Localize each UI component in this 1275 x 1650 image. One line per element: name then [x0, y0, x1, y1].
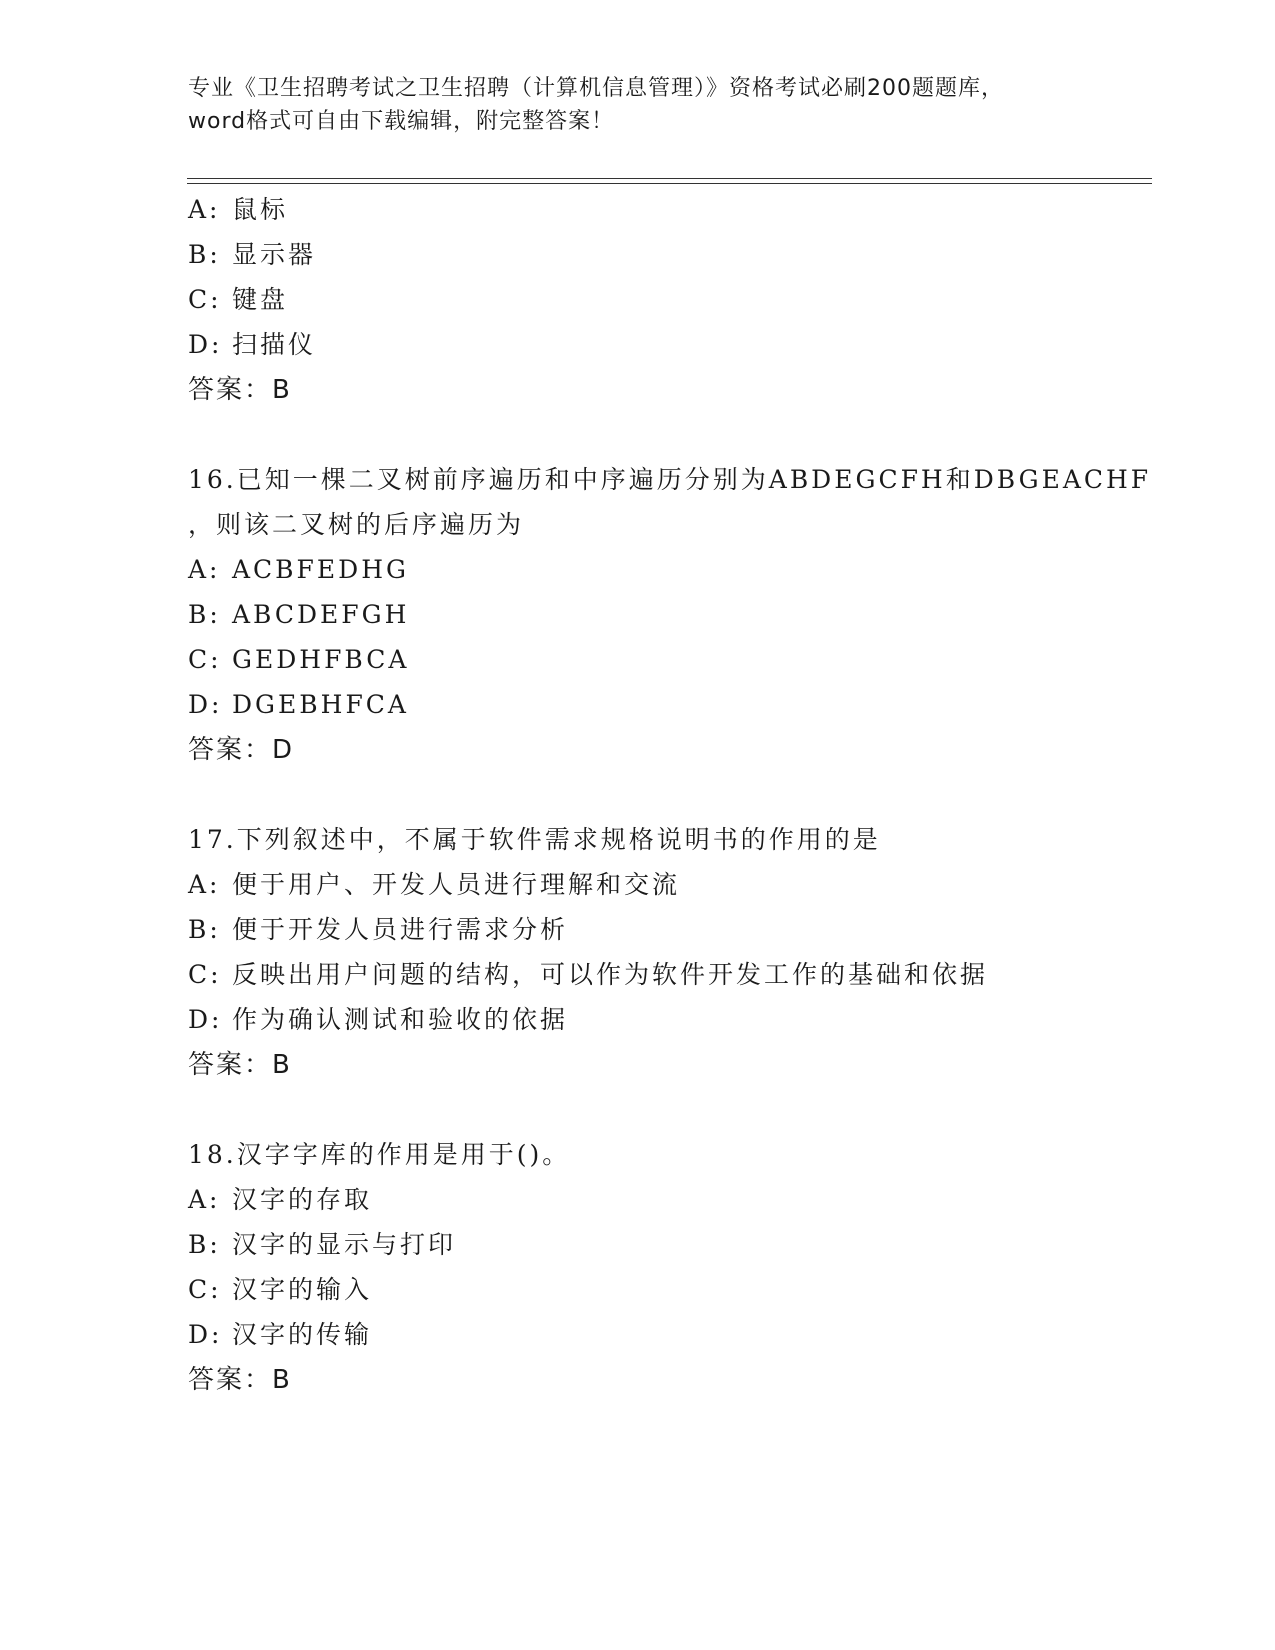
q18-option-d-letter: D:: [188, 1320, 223, 1349]
q16-stem-line-1: 16.已知一棵二叉树前序遍历和中序遍历分别为ABDEGCFH和DBGEACHF: [188, 465, 1152, 494]
q18-option-d: [188, 1320, 372, 1350]
q17-option-a: [188, 870, 680, 900]
q17-option-c: [188, 960, 988, 990]
q18-answer: 答案：B: [188, 1365, 292, 1395]
q15-option-c: [188, 285, 288, 315]
q15-option-d-text: 扫描仪: [232, 330, 317, 359]
q17-option-d-letter: D:: [188, 1005, 223, 1034]
q15-option-b-text: 显示器: [232, 240, 317, 269]
q17-option-a-letter: A:: [188, 870, 221, 899]
q17-option-b-letter: B:: [188, 915, 221, 944]
q16-answer: 答案：D: [188, 735, 295, 765]
q16-option-c-letter: C:: [188, 645, 222, 674]
q17-option-b: [188, 915, 568, 945]
header-line-1: 专业《卫生招聘考试之卫生招聘（计算机信息管理）》资格考试必刷200题题库，: [188, 76, 1004, 101]
q17-option-b-text: 便于开发人员进行需求分析: [232, 915, 569, 944]
q18-option-b-text: 汉字的显示与打印: [232, 1230, 457, 1259]
q15-option-d: [188, 330, 316, 360]
q15-option-a-text: 鼠标: [232, 195, 289, 224]
q18-option-b-letter: B:: [188, 1230, 221, 1259]
q16-option-a: [188, 555, 409, 585]
q16-option-b: [188, 600, 409, 630]
q18-option-a-letter: A:: [188, 1185, 221, 1214]
q15-option-b: [188, 240, 316, 270]
q16-option-a-text: ACBFEDHG: [232, 555, 409, 584]
q17-option-d: [188, 1005, 568, 1035]
q16-option-c: [188, 645, 409, 675]
q17-answer: 答案：B: [188, 1050, 292, 1080]
q18-stem-line-1: 18.汉字字库的作用是用于()。: [188, 1140, 571, 1169]
q17-stem-line-1: 17.下列叙述中，不属于软件需求规格说明书的作用的是: [188, 825, 881, 854]
q16-stem-line-2: ，则该二叉树的后序遍历为: [188, 510, 525, 539]
header-divider-top: [187, 178, 1152, 179]
q15-answer: 答案：B: [188, 375, 292, 405]
q16-option-b-letter: B:: [188, 600, 221, 629]
q16-option-d: [188, 690, 409, 720]
q16-option-b-text: ABCDEFGH: [232, 600, 410, 629]
q15-option-c-letter: C:: [188, 285, 222, 314]
header-line-2: word格式可自由下载编辑，附完整答案！: [188, 109, 615, 134]
q17-option-c-letter: C:: [188, 960, 222, 989]
header-divider-bottom: [187, 183, 1152, 184]
q18-option-d-text: 汉字的传输: [232, 1320, 373, 1349]
q17-option-a-text: 便于用户、开发人员进行理解和交流: [232, 870, 681, 899]
q16-option-d-letter: D:: [188, 690, 223, 719]
q15-option-a-letter: A:: [188, 195, 221, 224]
q15-option-a: [188, 195, 288, 225]
q18-option-a-text: 汉字的存取: [232, 1185, 373, 1214]
document-header: [188, 72, 1088, 138]
q16-option-c-text: GEDHFBCA: [232, 645, 410, 674]
q16-option-a-letter: A:: [188, 555, 221, 584]
q18-option-a: [188, 1185, 372, 1215]
q16-option-d-text: DGEBHFCA: [232, 690, 409, 719]
q18-option-c-letter: C:: [188, 1275, 222, 1304]
q15-option-d-letter: D:: [188, 330, 223, 359]
q18-option-c: [188, 1275, 372, 1305]
q17-option-d-text: 作为确认测试和验收的依据: [232, 1005, 569, 1034]
q17-option-c-text: 反映出用户问题的结构，可以作为软件开发工作的基础和依据: [232, 960, 989, 989]
q15-option-b-letter: B:: [188, 240, 221, 269]
q15-option-c-text: 键盘: [232, 285, 289, 314]
q18-option-b: [188, 1230, 456, 1260]
q18-option-c-text: 汉字的输入: [232, 1275, 373, 1304]
